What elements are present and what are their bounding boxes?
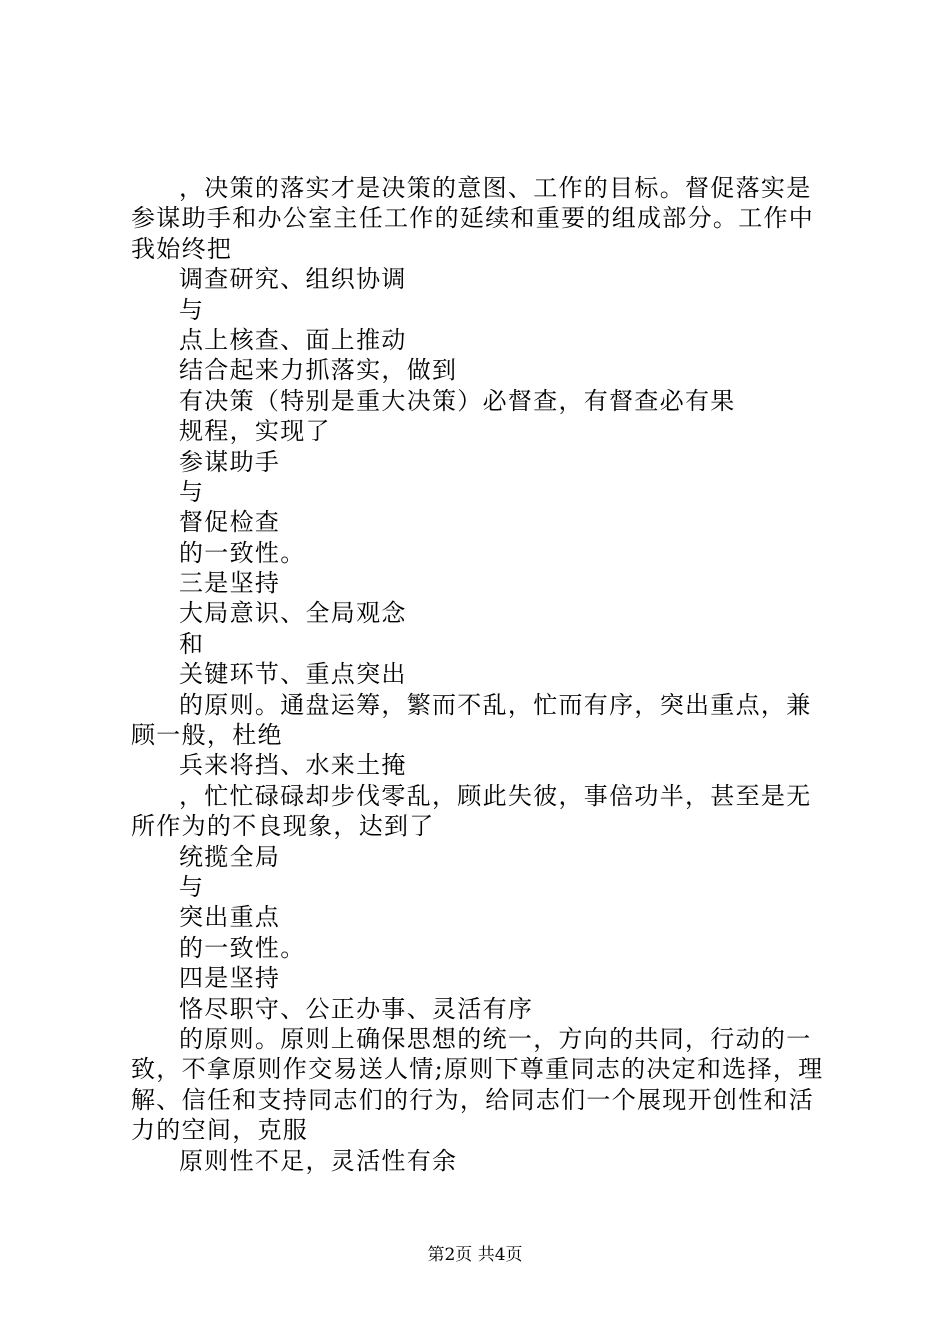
paragraph-line: 与 [179,295,205,324]
paragraph-line: 的原则。通盘运筹，繁而不乱，忙而有序，突出重点，兼 [179,690,812,719]
paragraph-line: 参谋助手 [179,447,281,476]
paragraph-line: 点上核查、面上推动 [179,325,407,354]
paragraph-line: 有决策（特别是重大决策）必督查，有督查必有果 [179,386,736,415]
paragraph-line: 四是坚持 [179,964,281,993]
paragraph-line: 我始终把 [131,234,233,263]
paragraph-line: 的原则。原则上确保思想的统一，方向的共同，行动的一 [179,1024,812,1053]
paragraph-line: 原则性不足，灵活性有余 [179,1146,458,1175]
paragraph-line: 和 [179,629,205,658]
paragraph-line: 顾一般，杜绝 [131,721,283,750]
page-footer: 第2页 共4页 [427,1245,523,1265]
paragraph-line: 的一致性。 [179,933,306,962]
paragraph-line: 力的空间，克服 [131,1116,309,1145]
paragraph-line: 与 [179,872,205,901]
paragraph-line: 所作为的不良现象，达到了 [131,812,435,841]
paragraph-line: 突出重点 [179,903,281,932]
paragraph-line: 结合起来力抓落实，做到 [179,356,458,385]
paragraph-line: 的一致性。 [179,538,306,567]
paragraph-line: 参谋助手和办公室主任工作的延续和重要的组成部分。工作中 [131,204,815,233]
paragraph-line: ，忙忙碌碌却步伐零乱，顾此失彼，事倍功半，甚至是无 [179,781,812,810]
paragraph-line: 大局意识、全局观念 [179,599,407,628]
paragraph-line: 督促检查 [179,508,281,537]
paragraph-line: 统揽全局 [179,842,281,871]
paragraph-line: 致，不拿原则作交易送人情;原则下尊重同志的决定和选择，理 [131,1055,824,1084]
paragraph-line: 规程，实现了 [179,417,331,446]
paragraph-line: 解、信任和支持同志们的行为，给同志们一个展现开创性和活 [131,1085,815,1114]
paragraph-line: 关键环节、重点突出 [179,660,407,689]
paragraph-line: 恪尽职守、公正办事、灵活有序 [179,994,534,1023]
paragraph-line: 与 [179,477,205,506]
paragraph-line: 兵来将挡、水来土掩 [179,751,407,780]
paragraph-line: 调查研究、组织协调 [179,265,407,294]
document-body [131,173,831,1176]
paragraph-line: 三是坚持 [179,569,281,598]
paragraph-line: ，决策的落实才是决策的意图、工作的目标。督促落实是 [179,174,812,202]
